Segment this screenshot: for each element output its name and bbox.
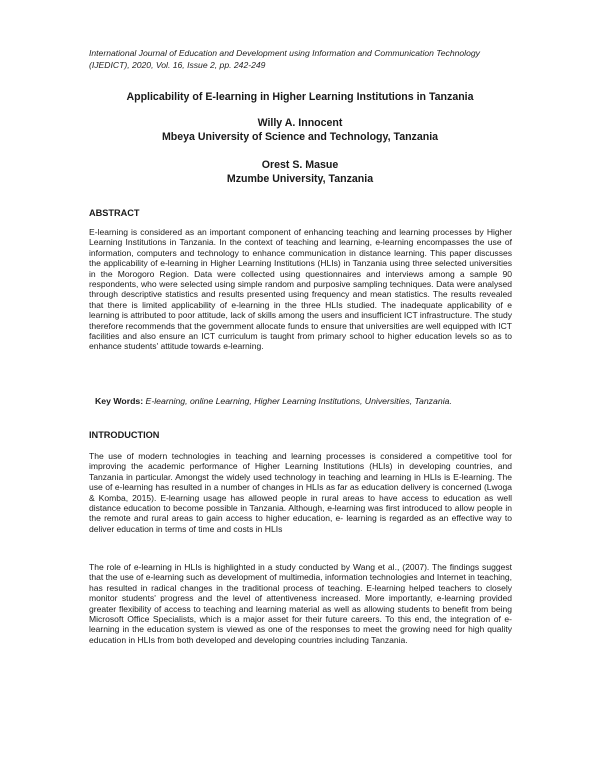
author-block-2: [0, 158, 600, 186]
author-name: Willy A. Innocent: [257, 117, 343, 129]
author-name: Orest S. Masue: [261, 159, 339, 171]
introduction-heading: INTRODUCTION: [89, 430, 160, 440]
journal-line-2: (IJEDICT), 2020, Vol. 16, Issue 2, pp. 242-249: [89, 60, 266, 70]
author-affiliation: Mzumbe University, Tanzania: [226, 173, 374, 185]
paper-title: Applicability of E-learning in Higher Learning Institutions in Tanzania: [126, 91, 474, 103]
abstract-text: E-learning is considered as an important component of enhancing teaching and learning processes by Higher Learning Institutions in Tanzania. In the context of teaching and learning, e-learning encompasses the use of information, computers and technology to enhance communication in distance learning. This paper discusses the applicability of e-learning in Higher Learning Institutions (HLIs) in Tanzania using three selected universities in the Morogoro Region. Data were collected using questionnaires and interviews among a sample 90 respondents, who were selected using simple random and purposive sampling techniques. Data were analysed through descriptive statistics and results presented using frequency and mean statistics. The results revealed that there is limited applicability of e-learning in the three HLIs studied. The inadequate applicability of e learning is attributed to poor attitude, lack of skills among the users and insufficient ICT infrastructure. The study therefore recommends that the government allocate funds to ensure that universities are well equipped with ICT facilities and also ensure an ICT curriculum is taught from primary school to higher education levels so as to enhance students' attitude towards e-learning.: [89, 227, 512, 352]
journal-line-1: International Journal of Education and Development using Information and Communication Technology: [89, 48, 480, 58]
keywords-label: Key Words:: [95, 396, 144, 406]
author-block-1: [0, 116, 600, 144]
abstract-heading: ABSTRACT: [89, 208, 140, 218]
journal-header: [89, 47, 519, 71]
author-affiliation: Mbeya University of Science and Technology, Tanzania: [161, 131, 439, 143]
keywords-text: E-learning, online Learning, Higher Learning Institutions, Universities, Tanzania.: [143, 396, 452, 406]
intro-paragraph-1: The use of modern technologies in teaching and learning processes is considered a competitive tool for improving the academic performance of Higher Learning Institutions (HLIs) in developing countries, and Tanzania in particular. Amongst the widely used technology in teaching and learning in HLIs is E-learning. The use of e-learning has resulted in a number of changes in HLIs as far as education delivery is concerned (Lwoga & Komba, 2015). E-learning usage has allowed people in rural areas to have access to education as well distance education to become possible in Tanzania. Although, e-learning was first introduced to allow people in the remote and rural areas to gain access to higher education, e- learning is regarded as an effective way to deliver education in terms of time and costs in HLIs: [89, 451, 512, 534]
keywords: [95, 396, 515, 407]
intro-paragraph-2: The role of e-learning in HLIs is highlighted in a study conducted by Wang et al., (2007). The findings suggest that the use of e-learning such as development of multimedia, information technologies and Internet in teaching, has resulted in radical changes in the traditional process of teaching. E-learning helped teachers to closely monitor students' progress and the level of attentiveness increased. More importantly, e-learning provided greater flexibility of access to teaching and learning material as well as allowing students to benefit from being Microsoft Office Specialists, which is a major asset for their future careers. To this end, the integration of e-learning in the education system is viewed as one of the responses to meet the growing need for high quality education in HLIs from both developed and developing countries including Tanzania.: [89, 562, 512, 645]
